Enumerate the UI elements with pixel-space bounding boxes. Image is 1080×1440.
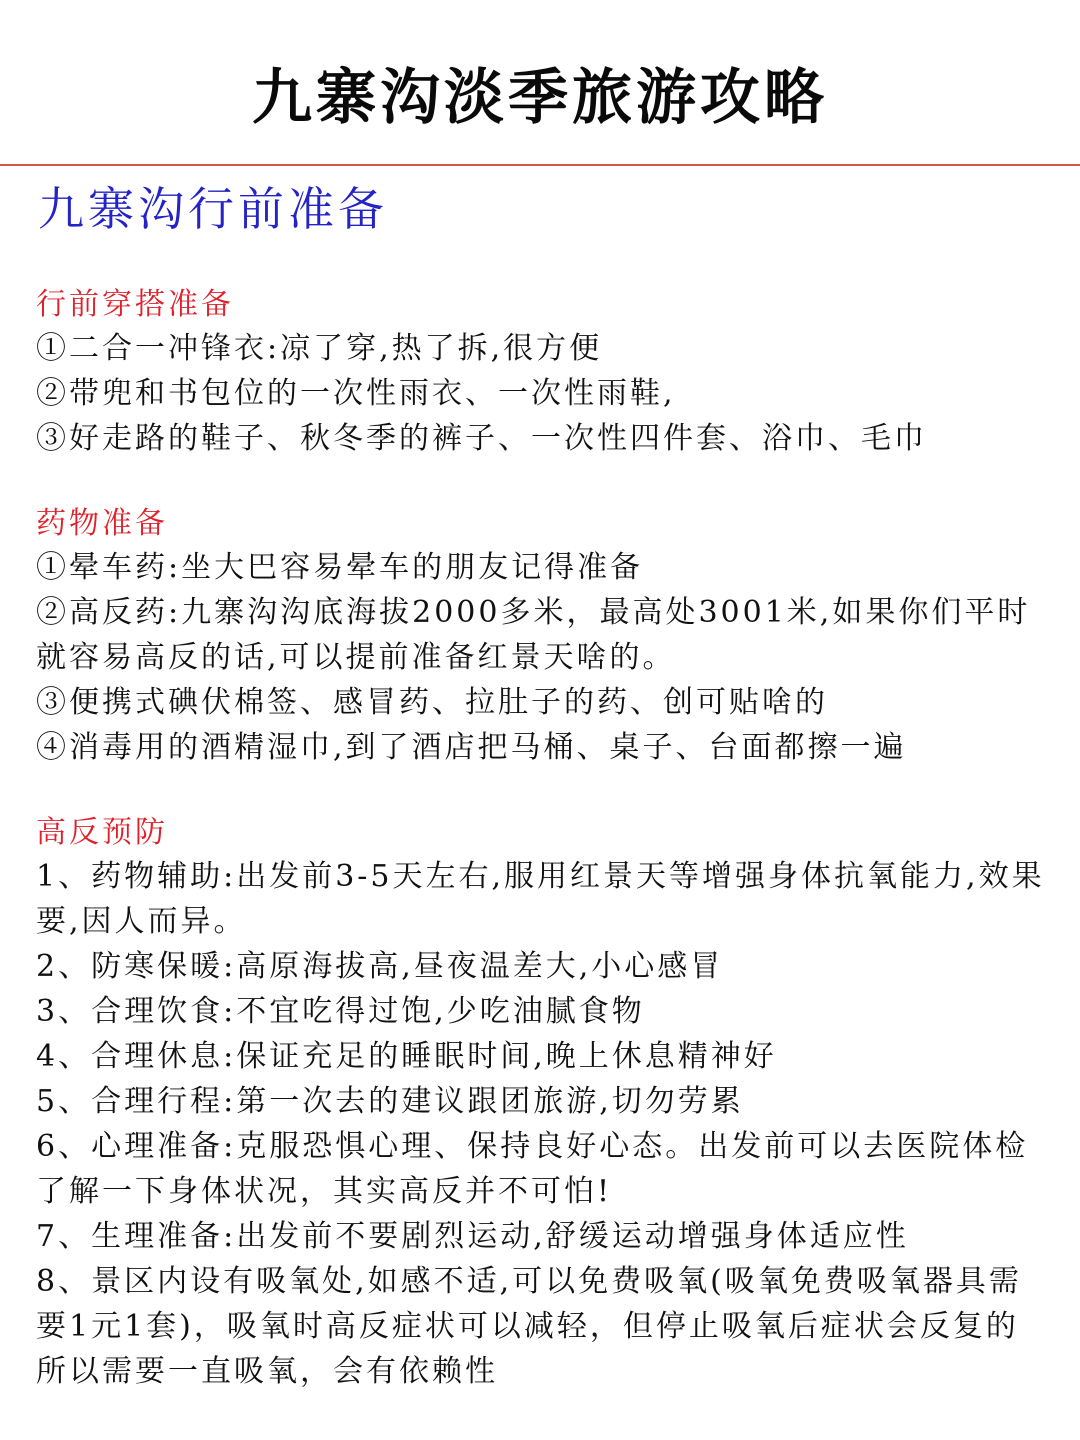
item-list bbox=[36, 854, 1046, 1394]
list-item: 2、防寒保暖:高原海拔高,昼夜温差大,小心感冒 bbox=[36, 949, 724, 984]
content-body bbox=[36, 284, 1046, 1394]
list-item: 3、合理饮食:不宜吃得过饱,少吃油腻食物 bbox=[36, 994, 645, 1029]
section-heading: 行前穿搭准备 bbox=[36, 287, 234, 322]
section-heading: 高反预防 bbox=[36, 815, 168, 850]
list-item: ②带兜和书包位的一次性雨衣、一次性雨鞋, bbox=[36, 376, 676, 411]
list-item: ②高反药:九寨沟沟底海拔2000多米，最高处3001米,如果你们平时就容易高反的话,可以提前准备红景天啥的。 bbox=[36, 595, 1031, 675]
list-item: 6、心理准备:克服恐惧心理、保持良好心态。出发前可以去医院体检了解一下身体状况，其实高反并不可怕! bbox=[36, 1129, 1029, 1209]
list-item: 7、生理准备:出发前不要剧烈运动,舒缓运动增强身体适应性 bbox=[36, 1219, 909, 1254]
list-item: 8、景区内设有吸氧处,如感不适,可以免费吸氧(吸氧免费吸氧器具需要1元1套)，吸氧时高反症状可以减轻，但停止吸氧后症状会反复的所以需要一直吸氧，会有依赖性 bbox=[36, 1264, 1022, 1389]
page-title: 九寨沟淡季旅游攻略 bbox=[252, 63, 828, 133]
page-subtitle: 九寨沟行前准备 bbox=[38, 182, 388, 236]
item-list bbox=[36, 545, 1046, 770]
list-item: 4、合理休息:保证充足的睡眠时间,晚上休息精神好 bbox=[36, 1039, 777, 1074]
section-outfit bbox=[36, 284, 1046, 461]
list-item: 5、合理行程:第一次去的建议跟团旅游,切勿劳累 bbox=[36, 1084, 744, 1119]
list-item: ④消毒用的酒精湿巾,到了酒店把马桶、桌子、台面都擦一遍 bbox=[36, 730, 907, 765]
title-divider bbox=[0, 164, 1080, 166]
section-heading: 药物准备 bbox=[36, 506, 168, 541]
item-list bbox=[36, 326, 1046, 461]
section-medicine bbox=[36, 503, 1046, 770]
list-item: ①晕车药:坐大巴容易晕车的朋友记得准备 bbox=[36, 550, 644, 585]
list-item: ①二合一冲锋衣:凉了穿,热了拆,很方便 bbox=[36, 331, 603, 366]
section-altitude-prevention bbox=[36, 812, 1046, 1394]
list-item: 1、药物辅助:出发前3-5天左右,服用红景天等增强身体抗氧能力,效果要,因人而异。 bbox=[36, 859, 1045, 939]
list-item: ③好走路的鞋子、秋冬季的裤子、一次性四件套、浴巾、毛巾 bbox=[36, 421, 927, 456]
list-item: ③便携式碘伏棉签、感冒药、拉肚子的药、创可贴啥的 bbox=[36, 685, 828, 720]
